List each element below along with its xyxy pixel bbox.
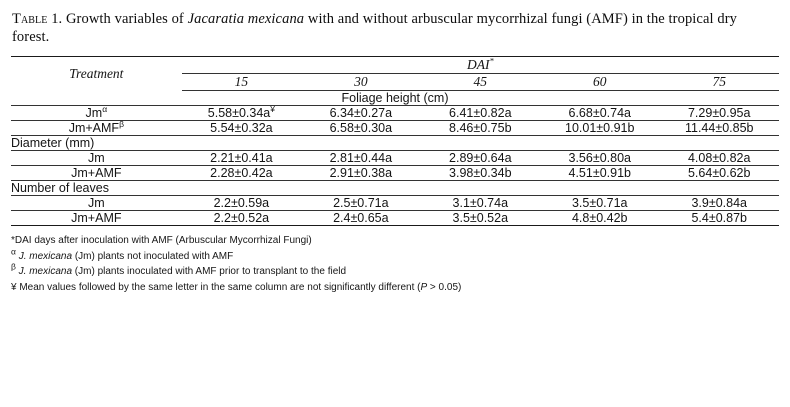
footnote-beta xyxy=(11,261,779,280)
row-label-jmamf-diameter: Jm+AMF xyxy=(11,166,182,181)
footnote-pre: Mean values followed by the same letter in the same column are not significantly different ( xyxy=(16,281,421,293)
cell-foliage-jm-75: 7.29±0.95a xyxy=(659,106,779,121)
footnote-species: J. mexicana xyxy=(18,266,73,278)
row-label-superscript: β xyxy=(119,119,124,130)
row-label-jmamf-foliage xyxy=(11,121,182,136)
dai-header-superscript: * xyxy=(489,55,494,66)
cell-leaves-jm-30: 2.5±0.71a xyxy=(301,196,420,211)
treatment-header: Treatment xyxy=(11,57,182,91)
cell-leaves-jm-60: 3.5±0.71a xyxy=(540,196,659,211)
caption-species: Jacaratia mexicana xyxy=(187,11,305,27)
footnote-text: DAI days after inoculation with AMF (Arbuscular Mycorrhizal Fungi) xyxy=(14,235,312,247)
section-title-row-leaves xyxy=(11,181,779,196)
cell-diameter-jm-30: 2.81±0.44a xyxy=(301,151,420,166)
cell-diameter-jm-75: 4.08±0.82a xyxy=(659,151,779,166)
footnote-post: (Jm) plants inoculated with AMF prior to transplant to the field xyxy=(72,266,347,278)
row-label-jm-diameter: Jm xyxy=(11,151,182,166)
table-row xyxy=(11,196,779,211)
table-row xyxy=(11,166,779,181)
table-row xyxy=(11,211,779,226)
cell-diameter-jmamf-75: 5.64±0.62b xyxy=(659,166,779,181)
cell-foliage-jmamf-15: 5.54±0.32a xyxy=(182,121,301,136)
cell-foliage-jmamf-45: 8.46±0.75b xyxy=(421,121,540,136)
row-label-jmamf-leaves: Jm+AMF xyxy=(11,211,182,226)
cell-diameter-jmamf-60: 4.51±0.91b xyxy=(540,166,659,181)
cell-leaves-jmamf-30: 2.4±0.65a xyxy=(301,211,420,226)
cell-leaves-jmamf-45: 3.5±0.52a xyxy=(421,211,540,226)
caption-label: Table 1. xyxy=(12,11,63,27)
cell-diameter-jmamf-45: 3.98±0.34b xyxy=(421,166,540,181)
row-label-jm-leaves: Jm xyxy=(11,196,182,211)
caption-text-after: with and without arbuscular mycorrhizal fungi (AMF) in the tropical dry forest. xyxy=(12,11,737,46)
section-title-number-of-leaves: Number of leaves xyxy=(11,181,779,196)
caption-text-before: Growth variables of xyxy=(62,11,188,27)
footnote-species: J. mexicana xyxy=(18,250,73,262)
row-label-text: Jm xyxy=(85,106,103,121)
column-header-45: 45 xyxy=(421,74,540,91)
section-title-diameter: Diameter (mm) xyxy=(11,136,779,151)
dai-header xyxy=(182,57,779,74)
section-title-row-foliage xyxy=(11,91,779,106)
cell-diameter-jmamf-15: 2.28±0.42a xyxy=(182,166,301,181)
footnote-marker: α xyxy=(11,246,16,257)
footnote-alpha xyxy=(11,246,779,265)
column-header-15: 15 xyxy=(182,74,301,91)
cell-diameter-jmamf-30: 2.91±0.38a xyxy=(301,166,420,181)
cell-value-superscript: ¥ xyxy=(270,104,275,115)
growth-variables-table xyxy=(11,56,779,226)
cell-leaves-jm-75: 3.9±0.84a xyxy=(659,196,779,211)
footnote-post: > 0.05) xyxy=(427,281,462,293)
footnote-yen xyxy=(11,280,779,296)
cell-leaves-jmamf-75: 5.4±0.87b xyxy=(659,211,779,226)
footnote-marker: β xyxy=(11,261,16,272)
cell-leaves-jmamf-60: 4.8±0.42b xyxy=(540,211,659,226)
cell-foliage-jm-45: 6.41±0.82a xyxy=(421,106,540,121)
cell-foliage-jm-30: 6.34±0.27a xyxy=(301,106,420,121)
section-title-row-diameter xyxy=(11,136,779,151)
cell-diameter-jm-15: 2.21±0.41a xyxy=(182,151,301,166)
footnote-p-symbol: P xyxy=(420,281,428,293)
dai-header-label: DAI xyxy=(466,57,490,73)
column-header-60: 60 xyxy=(540,74,659,91)
cell-leaves-jmamf-15: 2.2±0.52a xyxy=(182,211,301,226)
column-header-75: 75 xyxy=(659,74,779,91)
table-row xyxy=(11,121,779,136)
cell-foliage-jmamf-60: 10.01±0.91b xyxy=(540,121,659,136)
cell-leaves-jm-15: 2.2±0.59a xyxy=(182,196,301,211)
table-caption xyxy=(10,8,780,52)
table-row xyxy=(11,106,779,121)
cell-value: 5.58±0.34a xyxy=(207,106,271,121)
row-label-jm-foliage xyxy=(11,106,182,121)
column-header-30: 30 xyxy=(301,74,420,91)
footnote-marker: * xyxy=(11,235,15,247)
cell-foliage-jmamf-30: 6.58±0.30a xyxy=(301,121,420,136)
cell-foliage-jmamf-75: 11.44±0.85b xyxy=(659,121,779,136)
table-footnotes xyxy=(11,233,779,295)
cell-foliage-jm-60: 6.68±0.74a xyxy=(540,106,659,121)
section-title-foliage-height: Foliage height (cm) xyxy=(11,91,779,106)
table-row xyxy=(11,151,779,166)
cell-foliage-jm-15 xyxy=(182,106,301,121)
row-label-text: Jm+AMF xyxy=(68,121,120,136)
cell-diameter-jm-60: 3.56±0.80a xyxy=(540,151,659,166)
cell-leaves-jm-45: 3.1±0.74a xyxy=(421,196,540,211)
row-label-superscript: α xyxy=(102,104,108,115)
cell-diameter-jm-45: 2.89±0.64a xyxy=(421,151,540,166)
footnote-post: (Jm) plants not inoculated with AMF xyxy=(72,250,234,262)
footnote-dai xyxy=(11,233,779,249)
table-header-row xyxy=(11,57,779,74)
footnote-marker: ¥ xyxy=(11,281,17,293)
